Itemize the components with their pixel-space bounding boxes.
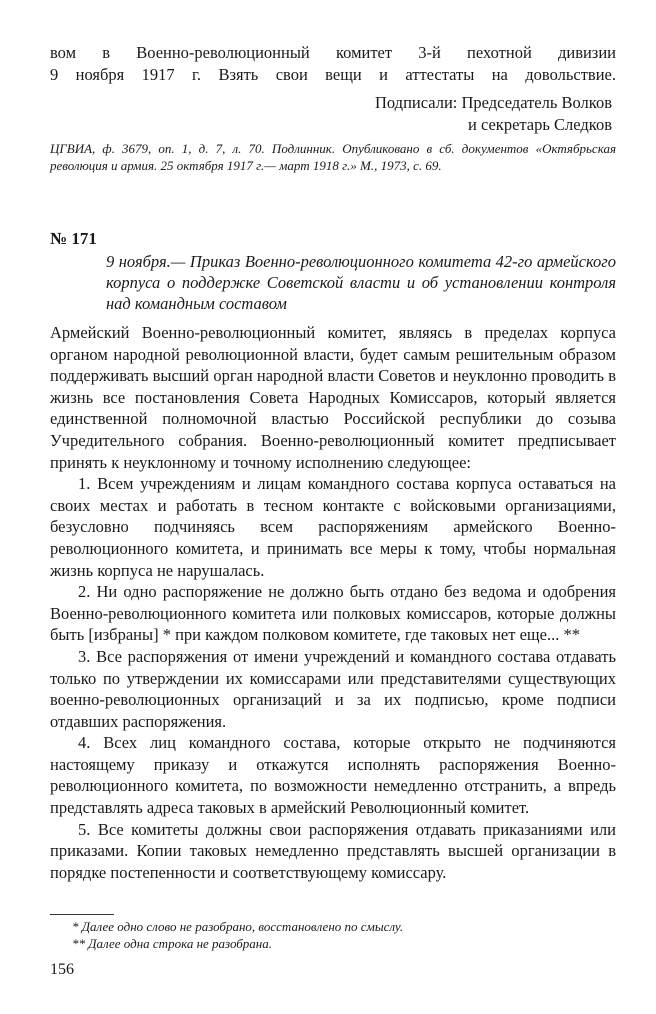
footnote: * Далее одно слово не разобрано, восстановлено по смыслу. [72,919,404,934]
page-number: 156 [50,961,74,978]
signature-line: Подписали: Председатель Волков [374,93,612,112]
footnote-divider [50,914,114,915]
document-title: 9 ноября.— Приказ Военно-революционного комитета 42-го армейского корпуса о поддержке Советской власти и об установлении контроля над командным составом [106,252,616,313]
order-item: 3. Все распоряжения от имени учреждений и командного состава отдавать только по утверждении их комиссарами или представителями существующих военно-революционных организаций и за их подписью, кроме подписи отдавших распоряжения. [50,646,616,731]
archive-reference: ЦГВИА, ф. 3679, оп. 1, д. 7, л. 70. Подлинник. Опубликовано в сб. документов «Октябрьская революция и армия. 25 октября 1917 г.— март 1918 г.» М., 1973, с. 69. [50,141,616,173]
order-item: 1. Всем учреждениям и лицам командного состава корпуса оставаться на своих местах и работать в тесном контакте с войсковыми организациями, безусловно подчиняясь всем распоряжениям армейского Военно-революционного комитета, и принимать все меры к тому, чтобы нормальная жизнь корпуса не нарушалась. [50,474,616,580]
order-item: 4. Всех лиц командного состава, которые открыто не подчиняются настоящему приказу и откажутся исполнять распоряжения Военно-революционного комитета, по возможности немедленно отстранить, а впредь представлять адреса таковых в армейский Революционный комитет. [50,733,616,818]
footnote: ** Далее одна строка не разобрана. [72,936,273,951]
signature-line: и секретарь Следков [468,115,612,134]
footnotes [72,918,612,952]
order-item: 2. Ни одно распоряжение не должно быть отдано без ведома и одобрения Военно-революционного комитета или полковых комиссаров, которые должны быть [избраны] * при каждом полковом комитете, где таковых нет еще... ** [50,582,616,645]
document-number: № 171 [50,229,97,248]
order-item: 5. Все комитеты должны свои распоряжения отдавать приказаниями или приказами. Копии таковых немедленно представлять высшей организации в порядке постепенности и соответствующему комиссару. [50,819,616,882]
preamble-paragraph: Армейский Военно-революционный комитет, являясь в пределах корпуса органом народной революционной власти, будет самым решительным образом поддерживать высший орган народной власти Советов и неуклонно проводить в жизнь все постановления Совета Народных Комиссаров, который является единственной полномочной властью Российской республики до созыва Учредительного собрания. Военно-революционный комитет предписывает принять к неуклонному и точному исполнению следующее: [50,323,616,472]
continuation-line: 9 ноября 1917 г. Взять свои вещи и аттестаты на довольствие. [50,65,616,84]
previous-document-continuation [50,42,616,86]
continuation-line: вом в Военно-революционный комитет 3-й пехотной дивизии [50,43,616,62]
document-body [50,322,616,883]
